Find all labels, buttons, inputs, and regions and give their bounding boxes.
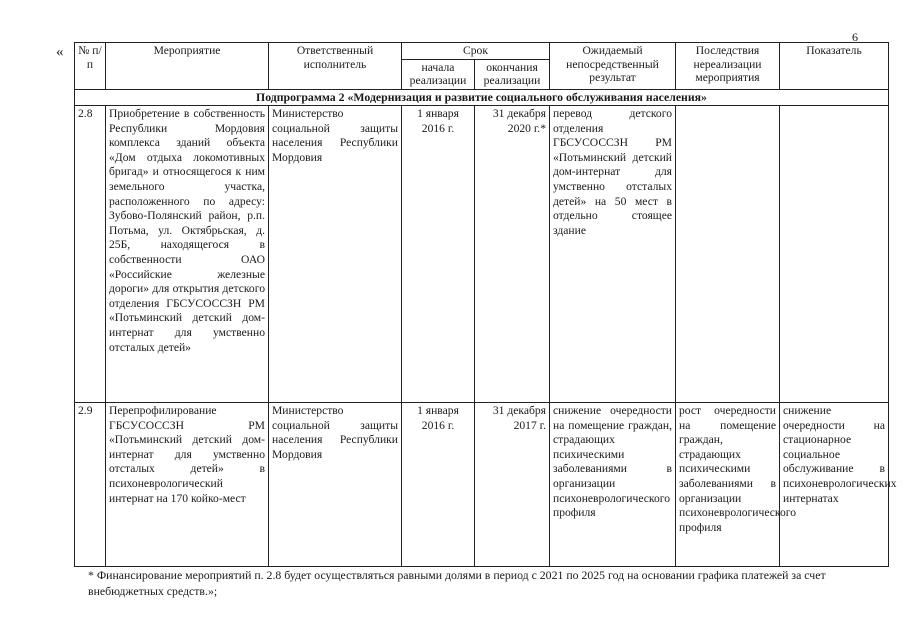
row-consequences [676,106,780,403]
header-term-start: начала реализации [402,59,475,90]
section-row [75,90,889,106]
header-num: № п/п [75,43,106,90]
header-indicator: Показатель [780,43,889,90]
header-term-end: окончания реализации [475,59,550,90]
header-term: Срок [402,43,550,60]
header-event: Мероприятие [106,43,269,90]
row-responsible: Министерство социальной защиты населения Республики Мордовия [269,403,402,567]
header-expected-result: Ожидаемый непосредственный результат [550,43,676,90]
header-row-1 [75,43,889,60]
row-expected-result: снижение очередности на помещение граждан, страдающих психическими заболеваниями в организации психоневрологического профиля [550,403,676,567]
header-responsible: Ответственный исполнитель [269,43,402,90]
row-indicator [780,106,889,403]
row-num: 2.8 [75,106,106,403]
opening-quote: « [56,44,64,60]
row-consequences: рост очередности на помещение граждан, страдающих психическими заболеваниями в организации психоневрологического профиля [676,403,780,567]
row-end: 31 декабря 2017 г. [475,403,550,567]
row-indicator: снижение очередности на стационарное социальное обслуживание в психоневрологических интернатах [780,403,889,567]
header-consequences: Последствия нереализации мероприятия [676,43,780,90]
row-event: Перепрофилирование ГБСУСОССЗН РМ «Потьминский детский дом-интернат для умственно отсталых детей» в психоневрологический интернат на 170 койко-мест [106,403,269,567]
table-row [75,403,889,567]
section-title: Подпрограмма 2 «Модернизация и развитие социального обслуживания населения» [75,90,889,106]
row-expected-result: перевод детского отделения ГБСУСОССЗН РМ «Потьминский детский дом-интернат для умственно отсталых детей» на 50 мест в отдельно стоящее здание [550,106,676,403]
program-table [74,42,897,567]
footnote: * Финансирование мероприятий п. 2.8 будет осуществляться равными долями в период с 2021 по 2025 год на основании графика платежей за счет внебюджетных средств.»; [88,568,826,598]
row-end: 31 декабря 2020 г.* [475,106,550,403]
row-num: 2.9 [75,403,106,567]
row-event: Приобретение в собственность Республики Мордовия комплекса зданий объекта «Дом отдыха локомотивных бригад» и относящегося к ним земельного участка, расположенного по адресу: Зубово-Полянский район, р.п. Потьма, ул. Октябрьская, д. 25Б, находящегося в собственности ОАО «Российские железные дороги» для открытия детского отделения ГБСУСОССЗН РМ «Потьминский детский дом-интернат для умственно отсталых детей» [106,106,269,403]
page-number: 6 [852,30,858,44]
row-start: 1 января 2016 г. [402,403,475,567]
row-start: 1 января 2016 г. [402,106,475,403]
table-row [75,106,889,403]
row-responsible: Министерство социальной защиты населения Республики Мордовия [269,106,402,403]
